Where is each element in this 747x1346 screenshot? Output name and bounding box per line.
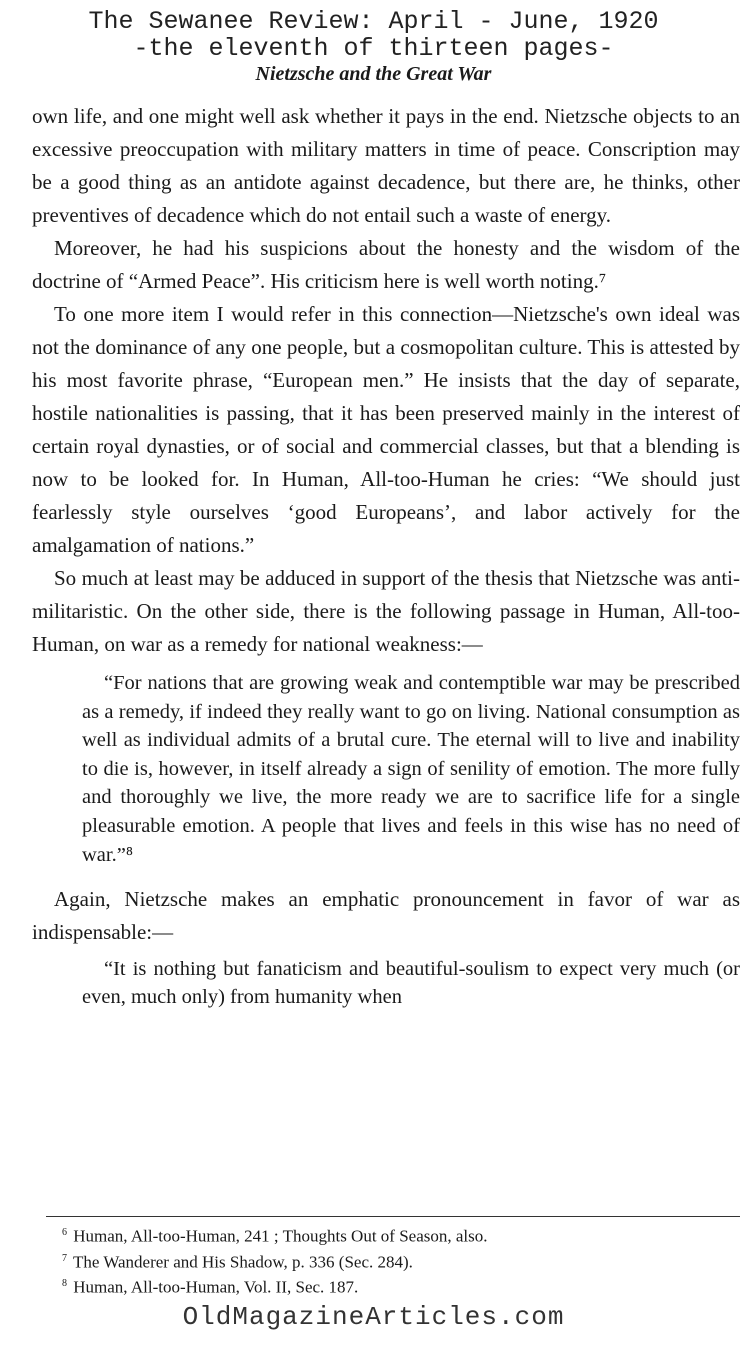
quote-2-text: “It is nothing but fanaticism and beautiful-soulism to expect very much (or even, much only) from humanity when bbox=[82, 958, 740, 1009]
footnote-text: Human, All-too-Human, 241 ; Thoughts Out of Season, also. bbox=[73, 1226, 488, 1246]
footnote-text: The Wanderer and His Shadow, p. 336 (Sec. 284). bbox=[72, 1252, 413, 1272]
footnote-7 bbox=[62, 1248, 732, 1274]
block-quote-2 bbox=[82, 955, 740, 1011]
footnote-divider bbox=[46, 1216, 740, 1217]
site-footer: OldMagazineArticles.com bbox=[182, 1302, 565, 1332]
paragraph-5: Again, Nietzsche makes an emphatic pronouncement in favor of war as indispensable:— bbox=[32, 887, 740, 945]
block-quote-1 bbox=[82, 669, 740, 869]
footnotes bbox=[62, 1222, 732, 1299]
footnote-6 bbox=[62, 1222, 732, 1248]
header-line-2: -the eleventh of thirteen pages- bbox=[133, 34, 614, 63]
article-title: Nietzsche and the Great War bbox=[255, 63, 492, 85]
quote-1-text: “For nations that are growing weak and contemptible war may be prescribed as a remedy, if indeed they really want to go on living. National consumption as well as individual admits of a brutal cure. The eternal will to live and inability to die is, however, in itself already a sign of senility of emotion. The more fully and thoroughly we live, the more ready we are to sacrifice life for a single pleasurable emotion. A people that lives and feels in this wise has no need of war.”⁸ bbox=[82, 672, 740, 866]
footnote-mark: 7 bbox=[62, 1252, 67, 1264]
footnote-8 bbox=[62, 1273, 732, 1299]
article-body bbox=[32, 100, 740, 1011]
paragraph-1: own life, and one might well ask whether it pays in the end. Nietzsche objects to an excessive preoccupation with military matters in time of peace. Conscription may be a good thing as an antidote against decadence, but there are, he thinks, other preventives of decadence which do not entail such a waste of energy. bbox=[32, 104, 740, 227]
footnote-mark: 8 bbox=[62, 1278, 67, 1290]
paragraph-3: To one more item I would refer in this connection—Nietzsche's own ideal was not the dominance of any one people, but a cosmopolitan culture. This is attested by his most favorite phrase, “European men.” He insists that the day of separate, hostile nationalities is passing, that it has been preserved mainly in the interest of certain royal dynasties, or of social and commercial classes, but that a blending is now to be looked for. In Human, All-too-Human he cries: “We should just fearlessly style ourselves ‘good Europeans’, and labor actively for the amalgamation of nations.” bbox=[32, 302, 740, 557]
footnote-text: Human, All-too-Human, Vol. II, Sec. 187. bbox=[73, 1277, 359, 1297]
footnote-mark: 6 bbox=[62, 1227, 67, 1238]
header-line-1: The Sewanee Review: April - June, 1920 bbox=[88, 7, 659, 36]
paragraph-2: Moreover, he had his suspicions about the honesty and the wisdom of the doctrine of “Armed Peace”. His criticism here is well worth noting.⁷ bbox=[32, 236, 740, 293]
paragraph-4: So much at least may be adduced in support of the thesis that Nietzsche was anti-militaristic. On the other side, there is the following passage in Human, All-too-Human, on war as a remedy for national weakness:— bbox=[32, 566, 740, 656]
